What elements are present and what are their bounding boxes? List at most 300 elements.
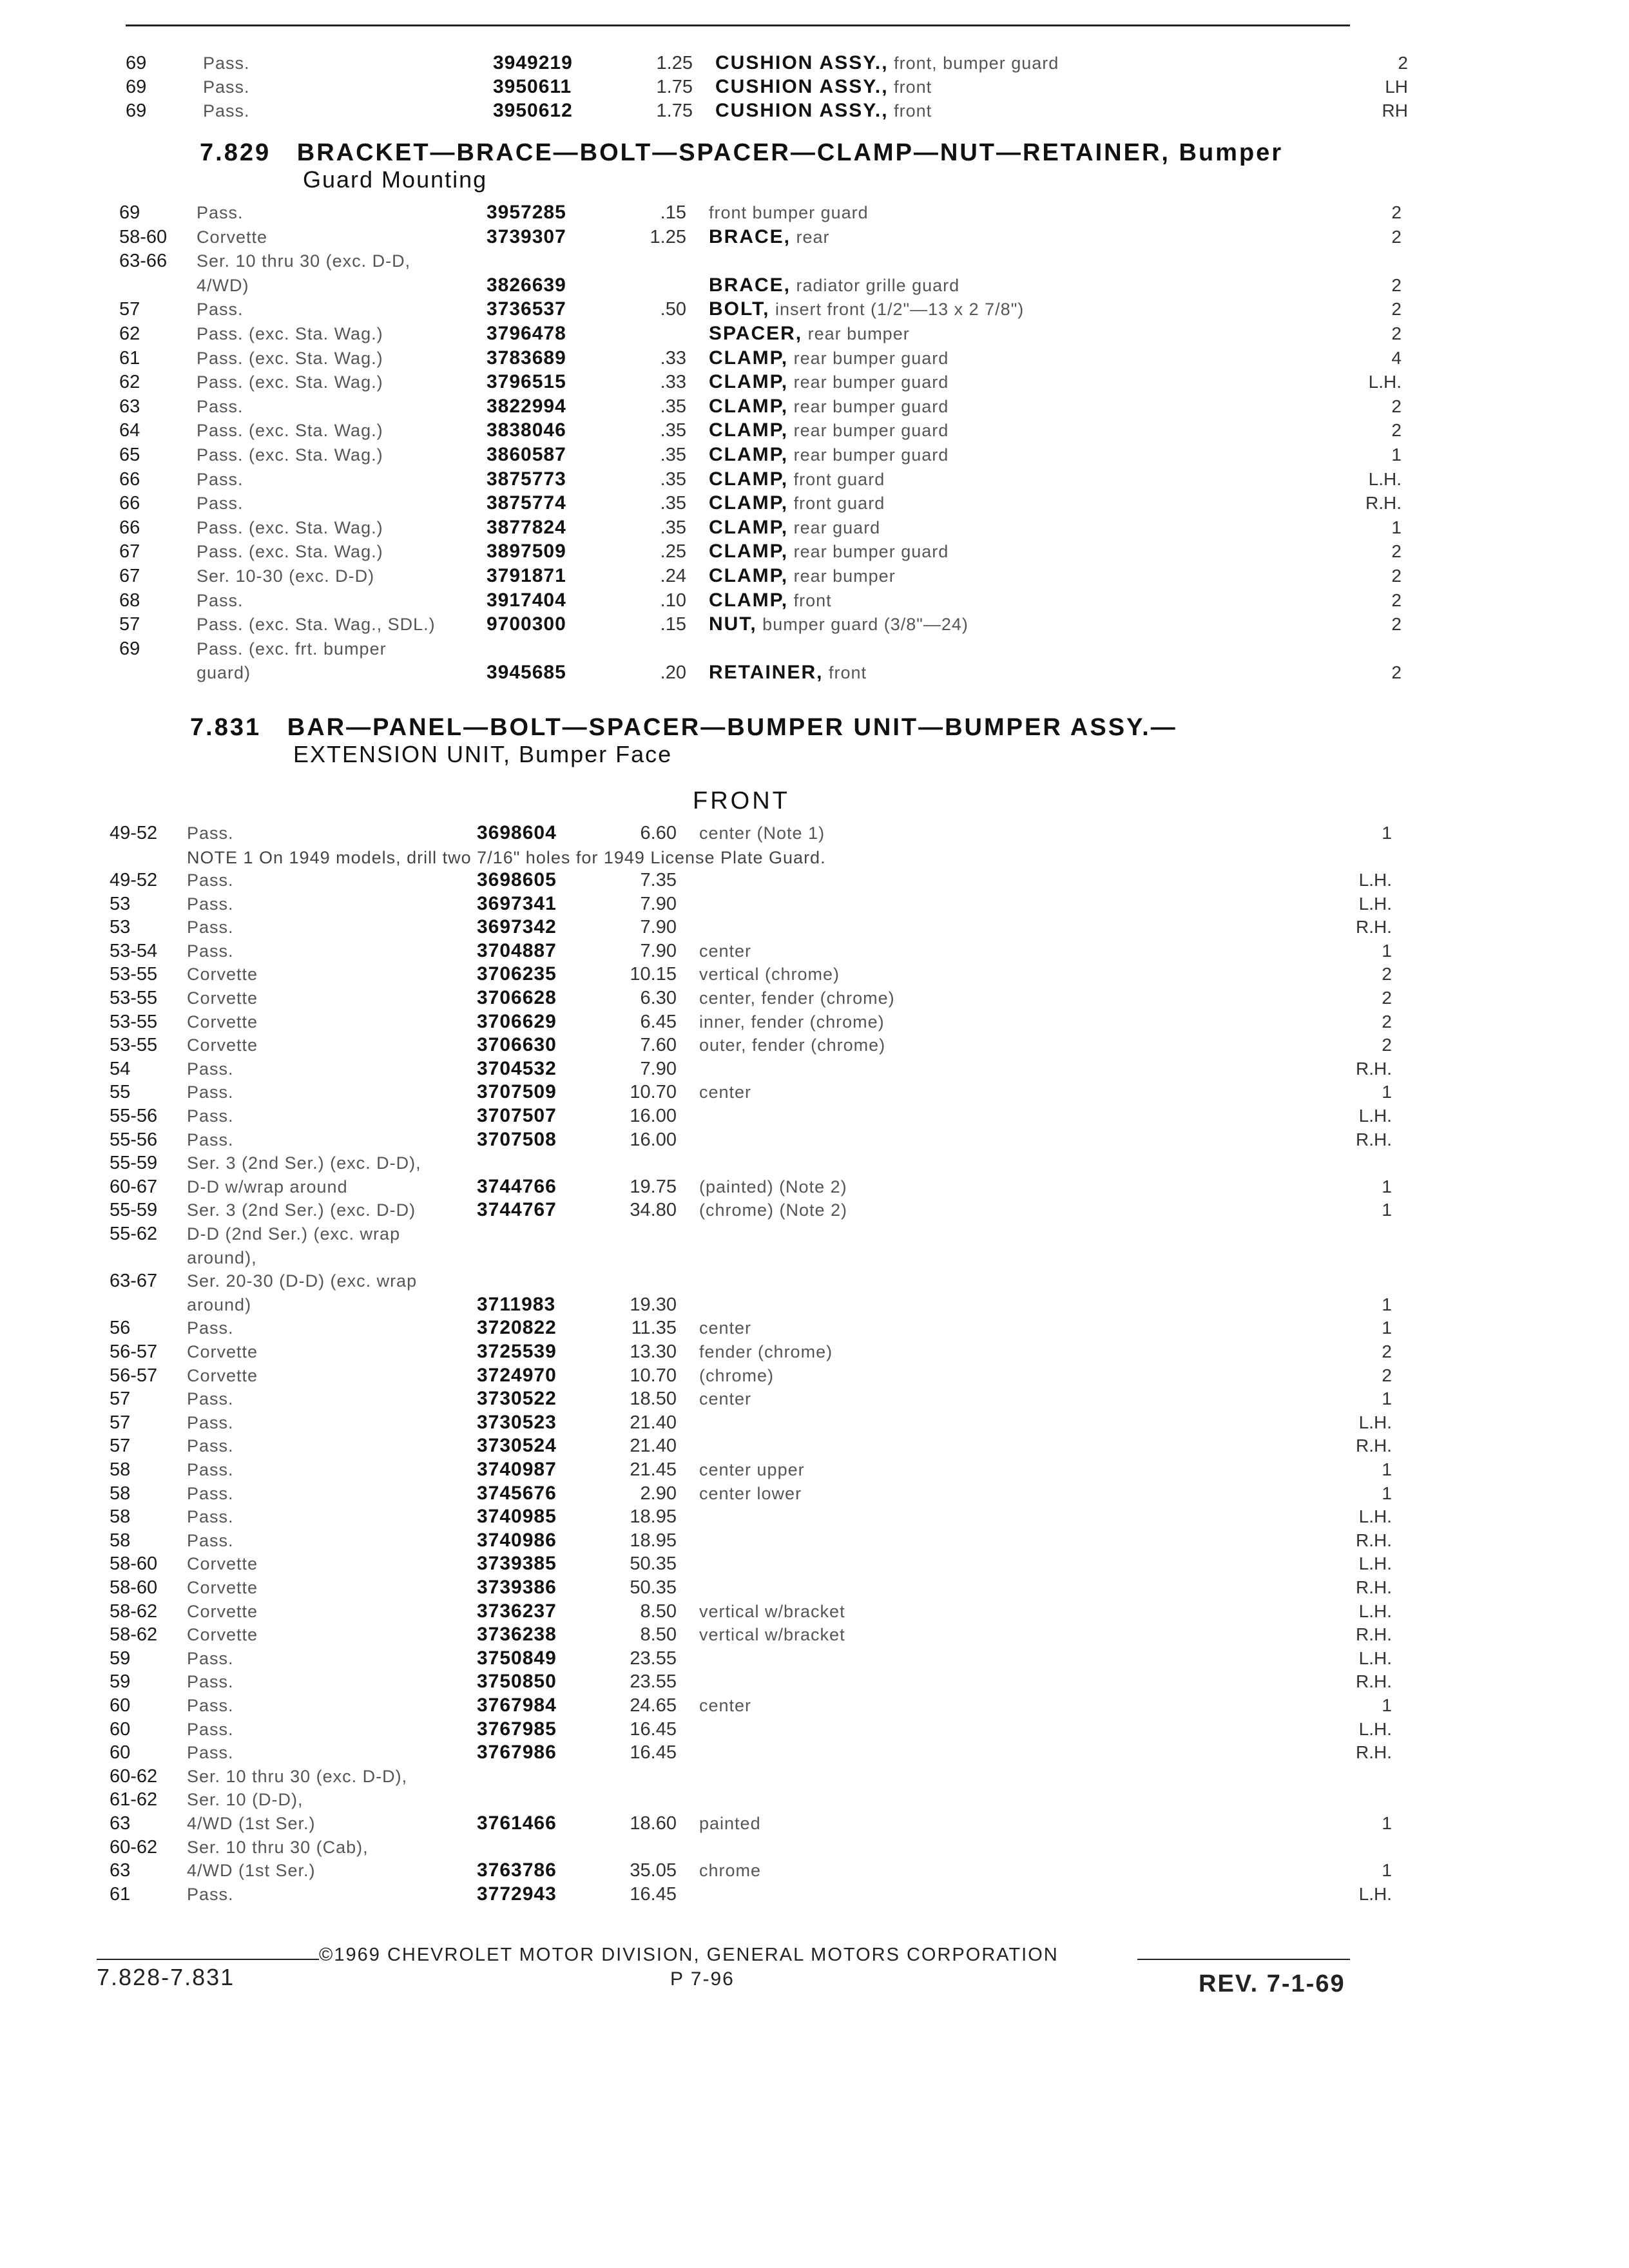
description-cell (709, 322, 910, 345)
year-cell: 60-67 (110, 1176, 158, 1197)
quantity-cell: 1 (1382, 823, 1392, 843)
table-row (110, 1765, 1289, 1788)
description-keyword: BRACE, (709, 226, 791, 247)
part-number-cell: 3707507 (477, 1105, 557, 1126)
price-cell: .35 (660, 396, 686, 417)
description-keyword: CLAMP, (709, 492, 789, 514)
description-text: (painted) (Note 2) (699, 1177, 847, 1196)
year-cell: 53-54 (110, 940, 158, 961)
model-cell: D-D w/wrap around (187, 1177, 348, 1196)
part-number-cell: 3744767 (477, 1199, 557, 1221)
price-cell: .15 (660, 614, 686, 635)
price-cell: .35 (660, 493, 686, 514)
part-number-cell: 3750849 (477, 1647, 557, 1669)
table-row (119, 540, 1402, 563)
quantity-cell: 2 (1391, 202, 1402, 222)
table-row (110, 1576, 1392, 1599)
year-cell: 55-62 (110, 1224, 158, 1244)
price-cell: 19.30 (630, 1294, 677, 1315)
year-cell: 63-66 (119, 251, 168, 272)
price-cell: 50.35 (630, 1577, 677, 1598)
price-cell: 1.25 (656, 53, 693, 73)
table-row (110, 1482, 1392, 1505)
quantity-cell: R.H. (1356, 1058, 1392, 1079)
table-row (119, 516, 1402, 539)
footer-rule-right (1137, 1959, 1350, 1960)
quantity-cell: 1 (1382, 1200, 1392, 1220)
description-keyword: SPACER, (709, 323, 803, 344)
part-number-cell: 3783689 (487, 347, 566, 369)
year-cell: 58-62 (110, 1600, 158, 1622)
description-keyword: CUSHION ASSY., (715, 100, 889, 121)
price-cell: 16.00 (630, 1106, 677, 1126)
model-cell: Pass. (197, 590, 244, 610)
price-cell: 18.95 (630, 1506, 677, 1528)
price-cell: 1.25 (650, 226, 686, 247)
model-cell: Corvette (187, 1578, 258, 1597)
model-cell: Pass. (187, 1696, 234, 1715)
price-cell: 8.50 (640, 1624, 677, 1646)
quantity-cell: L.H. (1358, 1883, 1392, 1904)
year-cell: 55-59 (110, 1153, 158, 1174)
year-cell: 66 (119, 517, 140, 538)
model-cell: Pass. (187, 894, 234, 914)
price-cell: 10.15 (630, 964, 677, 985)
model-cell: Pass. (197, 494, 244, 514)
price-cell: 21.45 (630, 1459, 677, 1480)
model-cell: Pass. (187, 1483, 234, 1503)
year-cell: 60 (110, 1718, 131, 1740)
part-number-cell: 3697342 (477, 916, 557, 938)
model-cell: Pass. (exc. Sta. Wag., SDL.) (197, 615, 436, 635)
quantity-cell: 2 (1391, 299, 1402, 320)
model-cell: D-D (2nd Ser.) (exc. wrap (187, 1224, 401, 1244)
quantity-cell: LH (1385, 77, 1408, 97)
quantity-cell: 2 (1391, 396, 1402, 416)
table-row (110, 1364, 1392, 1387)
year-cell: 55-56 (110, 1106, 158, 1126)
description-text: front guard (788, 494, 885, 514)
price-cell: 7.90 (640, 940, 677, 961)
table-row (110, 986, 1392, 1010)
year-cell: 63-67 (110, 1271, 158, 1292)
year-cell: 56 (110, 1318, 131, 1339)
note-1: NOTE 1 On 1949 models, drill two 7/16" holes for 1949 License Plate Guard. (187, 848, 826, 867)
description-text: painted (699, 1814, 761, 1833)
price-cell: 10.70 (630, 1365, 677, 1386)
model-cell: 4/WD (1st Ser.) (187, 1814, 316, 1833)
year-cell: 59 (110, 1671, 131, 1693)
part-number-cell: 3772943 (477, 1883, 557, 1905)
part-number-cell: 3736537 (487, 298, 566, 320)
model-cell: Ser. 10 thru 30 (Cab), (187, 1837, 369, 1857)
table-row (110, 1623, 1392, 1646)
model-cell: Pass. (187, 1672, 234, 1692)
description-text: center lower (699, 1483, 802, 1503)
year-cell: 61-62 (110, 1789, 158, 1811)
quantity-cell: 2 (1391, 274, 1402, 295)
year-cell: 53 (110, 917, 131, 938)
year-cell: 56-57 (110, 1365, 158, 1386)
year-cell: 60-62 (110, 1765, 158, 1787)
part-number-cell: 3750850 (477, 1671, 557, 1693)
description-cell (709, 201, 869, 224)
table-row (110, 1529, 1392, 1552)
description-keyword: RETAINER, (709, 662, 824, 684)
year-cell: 58-62 (110, 1624, 158, 1646)
table-row (119, 201, 1402, 224)
quantity-cell: 2 (1391, 566, 1402, 586)
model-cell: Pass. (203, 101, 250, 120)
description-text: center upper (699, 1460, 805, 1479)
table-row (110, 1246, 1289, 1269)
model-cell: Pass. (187, 941, 234, 961)
part-number-cell: 3767984 (477, 1695, 557, 1716)
part-number-cell: 3949219 (493, 52, 573, 73)
description-text: vertical (chrome) (699, 965, 840, 985)
year-cell: 69 (119, 202, 140, 223)
model-cell: Pass. (187, 1648, 234, 1668)
table-row (110, 1812, 1392, 1835)
price-cell: 18.50 (630, 1389, 677, 1410)
description-text: front (888, 77, 932, 97)
model-cell: Pass. (187, 1460, 234, 1479)
model-cell: Pass. (197, 396, 244, 416)
part-number-cell: 3706235 (477, 963, 557, 985)
quantity-cell: 2 (1382, 1365, 1392, 1385)
description-text: front (888, 101, 932, 120)
description-cell (699, 986, 895, 1010)
table-row (110, 1552, 1392, 1575)
description-cell (709, 370, 949, 394)
part-number-cell: 3707509 (477, 1081, 557, 1103)
description-keyword: CLAMP, (709, 565, 789, 586)
part-number-cell: 3740987 (477, 1459, 557, 1480)
part-number-cell: 3860587 (487, 444, 566, 465)
table-row (110, 1316, 1392, 1340)
quantity-cell: L.H. (1358, 1718, 1392, 1739)
year-cell: 67 (119, 541, 140, 562)
description-cell (699, 822, 825, 845)
year-cell: 57 (110, 1389, 131, 1410)
table-row (119, 226, 1402, 249)
quantity-cell: R.H. (1356, 1129, 1392, 1149)
part-number-cell: 3736238 (477, 1624, 557, 1646)
table-row (119, 589, 1402, 612)
quantity-cell: R.H. (1356, 1742, 1392, 1763)
price-cell: .35 (660, 445, 686, 465)
front-heading: FRONT (693, 787, 790, 814)
quantity-cell: L.H. (1368, 468, 1402, 489)
part-number-cell: 3826639 (487, 274, 566, 296)
description-cell (709, 589, 832, 612)
table-row (119, 395, 1402, 418)
price-cell: 7.90 (640, 893, 677, 914)
year-cell: 63 (119, 396, 140, 417)
section-7831-number: 7.831 (190, 714, 262, 741)
quantity-cell: 2 (1391, 590, 1402, 610)
quantity-cell: 2 (1391, 541, 1402, 562)
year-cell: 56-57 (110, 1341, 158, 1362)
year-cell: 57 (110, 1412, 131, 1433)
year-cell: 63 (110, 1860, 131, 1881)
section-7831-heading: BAR—PANEL—BOLT—SPACER—BUMPER UNIT—BUMPER ASSY.— (287, 714, 1177, 741)
year-cell: 67 (119, 566, 140, 586)
part-number-cell: 3740986 (477, 1529, 557, 1551)
part-number-cell: 3875773 (487, 468, 566, 490)
part-number-cell: 3945685 (487, 662, 566, 684)
quantity-cell: 1 (1382, 1389, 1392, 1409)
model-cell: Pass. (187, 1719, 234, 1739)
quantity-cell: 2 (1398, 53, 1408, 73)
table-row (119, 637, 1289, 660)
table-row (110, 892, 1392, 916)
year-cell: 62 (119, 372, 140, 393)
description-cell (699, 1340, 833, 1363)
year-cell: 68 (119, 590, 140, 611)
section-7829-subtitle: Guard Mounting (303, 166, 488, 193)
quantity-cell: 2 (1391, 662, 1402, 683)
table-row (110, 869, 1392, 892)
year-cell: 53-55 (110, 964, 158, 985)
table-row (110, 1104, 1392, 1128)
model-cell: 4/WD) (197, 275, 249, 295)
description-text: radiator grille guard (791, 275, 960, 295)
description-text: bumper guard (3/8"—24) (757, 615, 969, 635)
year-cell: 64 (119, 420, 140, 441)
table-row (119, 564, 1402, 588)
description-cell (699, 1175, 847, 1198)
price-cell: 7.90 (640, 1058, 677, 1079)
quantity-cell: 1 (1382, 940, 1392, 961)
price-cell: 2.90 (640, 1483, 677, 1504)
quantity-cell: 2 (1391, 323, 1402, 343)
description-cell (709, 661, 867, 684)
year-cell: 58 (110, 1483, 131, 1504)
price-cell: 16.45 (630, 1718, 677, 1740)
table-row (119, 322, 1402, 345)
price-cell: .20 (660, 662, 686, 684)
description-cell (699, 1600, 845, 1623)
table-row (110, 1600, 1392, 1623)
price-cell: 1.75 (656, 77, 693, 97)
description-cell (699, 939, 751, 963)
table-row (110, 1081, 1392, 1104)
model-cell: Pass. (187, 1436, 234, 1456)
model-cell: Corvette (187, 965, 258, 985)
price-cell: 11.35 (631, 1318, 677, 1339)
model-cell: Pass. (187, 1507, 234, 1527)
part-number-cell: 3767986 (477, 1742, 557, 1763)
year-cell: 49-52 (110, 823, 158, 843)
description-keyword: CLAMP, (709, 419, 789, 441)
price-cell: 21.40 (630, 1412, 677, 1433)
quantity-cell: R.H. (1356, 1624, 1392, 1645)
table-row (126, 75, 1408, 99)
quantity-cell: L.H. (1358, 870, 1392, 890)
footer-revision: REV. 7-1-69 (1199, 1970, 1345, 1997)
price-cell: 19.75 (630, 1176, 677, 1197)
section-7829-heading: BRACKET—BRACE—BOLT—SPACER—CLAMP—NUT—RETAINER, Bumper (296, 139, 1284, 166)
description-cell (709, 274, 959, 297)
description-text: rear bumper (788, 566, 896, 586)
model-cell: Corvette (187, 1625, 258, 1645)
table-row (110, 1010, 1392, 1033)
model-cell: Ser. 10 (D-D), (187, 1790, 304, 1810)
description-text: rear bumper guard (788, 372, 949, 392)
quantity-cell: 1 (1382, 1813, 1392, 1833)
section-7829-number: 7.829 (200, 139, 271, 166)
footer-copyright: ©1969 CHEVROLET MOTOR DIVISION, GENERAL MOTORS CORPORATION (319, 1945, 1059, 1965)
price-cell: .24 (660, 566, 686, 586)
model-cell: Pass. (203, 77, 250, 97)
model-cell: Pass. (187, 823, 234, 843)
model-cell: Pass. (exc. Sta. Wag.) (197, 348, 383, 368)
year-cell: 53-55 (110, 1035, 158, 1056)
footer-rule-left (97, 1959, 319, 1960)
model-cell: around) (187, 1294, 252, 1314)
description-cell (699, 1364, 774, 1387)
price-cell: 18.60 (630, 1813, 677, 1834)
year-cell: 60-62 (110, 1836, 158, 1858)
model-cell: Corvette (187, 1365, 258, 1385)
description-cell (699, 1623, 845, 1646)
part-number-cell: 3711983 (477, 1293, 556, 1315)
table-row (110, 1741, 1392, 1764)
model-cell: Pass. (197, 300, 244, 320)
part-number-cell: 3739385 (477, 1553, 557, 1575)
year-cell: 58-60 (119, 226, 168, 247)
year-cell: 57 (110, 1436, 131, 1457)
price-cell: 34.80 (630, 1200, 677, 1221)
description-text: center (Note 1) (699, 823, 825, 843)
price-cell: .15 (660, 202, 686, 223)
model-cell: Pass. (197, 469, 244, 489)
description-cell (699, 1859, 761, 1882)
model-cell: Pass. (187, 918, 234, 937)
model-cell: Corvette (187, 1601, 258, 1621)
description-keyword: CLAMP, (709, 395, 789, 417)
year-cell: 65 (119, 445, 140, 465)
table-row (110, 1434, 1392, 1457)
price-cell: .35 (660, 468, 686, 490)
part-number-cell: 3706630 (477, 1034, 557, 1056)
quantity-cell: L.H. (1358, 1648, 1392, 1668)
description-cell (699, 1387, 751, 1410)
year-cell: 69 (119, 638, 140, 659)
part-number-cell: 3822994 (487, 395, 566, 417)
year-cell: 53 (110, 893, 131, 914)
table-row (110, 1718, 1392, 1741)
price-cell: 13.30 (630, 1341, 677, 1362)
description-cell (709, 419, 949, 442)
section-7831-title (190, 714, 1177, 741)
description-text: chrome (699, 1861, 762, 1881)
model-cell: Pass. (187, 1129, 234, 1149)
table-row (110, 1128, 1392, 1151)
part-number-cell: 3791871 (487, 565, 566, 586)
quantity-cell: L.H. (1358, 1600, 1392, 1621)
part-number-cell: 3740985 (477, 1506, 557, 1528)
quantity-cell: 2 (1391, 420, 1402, 441)
part-number-cell: 3950612 (493, 100, 573, 121)
part-number-cell: 3697341 (477, 892, 557, 914)
description-text: center, fender (chrome) (699, 988, 895, 1008)
description-cell (709, 395, 949, 418)
description-cell (709, 298, 1024, 321)
description-keyword: CLAMP, (709, 589, 789, 611)
table-row (119, 661, 1402, 684)
part-number-cell: 3917404 (487, 589, 566, 611)
description-keyword: CLAMP, (709, 541, 789, 562)
year-cell: 53-55 (110, 1011, 158, 1032)
table-row (110, 1340, 1392, 1363)
model-cell: Pass. (exc. Sta. Wag.) (197, 445, 383, 465)
part-number-cell: 3730523 (477, 1411, 557, 1433)
part-number-cell: 3707508 (477, 1128, 557, 1150)
description-cell (715, 99, 932, 122)
part-number-cell: 3730522 (477, 1388, 557, 1410)
table-row (110, 1458, 1392, 1481)
part-number-cell: 3730524 (477, 1435, 557, 1457)
quantity-cell: 2 (1391, 614, 1402, 635)
year-cell: 57 (119, 299, 140, 320)
quantity-cell: RH (1382, 101, 1408, 120)
quantity-cell: R.H. (1356, 1577, 1392, 1597)
quantity-cell: 1 (1382, 1695, 1392, 1715)
price-cell: 35.05 (630, 1860, 677, 1881)
price-cell: 21.40 (630, 1436, 677, 1457)
description-cell (699, 1033, 885, 1057)
year-cell: 66 (119, 468, 140, 490)
description-text: rear bumper guard (788, 348, 949, 368)
year-cell: 59 (110, 1648, 131, 1669)
year-cell: 58 (110, 1506, 131, 1528)
part-number-cell: 3763786 (477, 1860, 557, 1881)
description-text: front guard (788, 469, 885, 489)
description-text: rear bumper guard (788, 542, 949, 562)
price-cell: 16.45 (630, 1742, 677, 1763)
table-row (119, 468, 1402, 491)
model-cell: Pass. (exc. Sta. Wag.) (197, 517, 383, 537)
description-text: rear bumper (802, 324, 910, 343)
year-cell: 60 (110, 1695, 131, 1716)
model-cell: Pass. (197, 203, 244, 222)
table-row (110, 1694, 1392, 1717)
part-number-cell: 3957285 (487, 202, 566, 223)
description-text: (chrome) (699, 1365, 775, 1385)
description-keyword: CLAMP, (709, 516, 789, 538)
table-row (119, 443, 1402, 466)
model-cell: Pass. (187, 1743, 234, 1763)
year-cell: 55-59 (110, 1200, 158, 1221)
description-keyword: CLAMP, (709, 468, 789, 490)
table-row (126, 52, 1408, 75)
table-row (119, 347, 1402, 370)
model-cell: Ser. 3 (2nd Ser.) (exc. D-D), (187, 1153, 421, 1173)
top-rule (126, 24, 1350, 26)
year-cell: 69 (126, 101, 147, 121)
part-number-cell: 3761466 (477, 1812, 557, 1834)
model-cell: Pass. (187, 1106, 234, 1126)
quantity-cell: L.H. (1358, 1506, 1392, 1527)
description-text: rear bumper guard (788, 421, 949, 441)
price-cell: .35 (660, 517, 686, 538)
model-cell: 4/WD (1st Ser.) (187, 1861, 316, 1881)
part-number-cell: 3838046 (487, 419, 566, 441)
description-cell (709, 226, 830, 249)
price-cell: 6.60 (640, 823, 677, 843)
